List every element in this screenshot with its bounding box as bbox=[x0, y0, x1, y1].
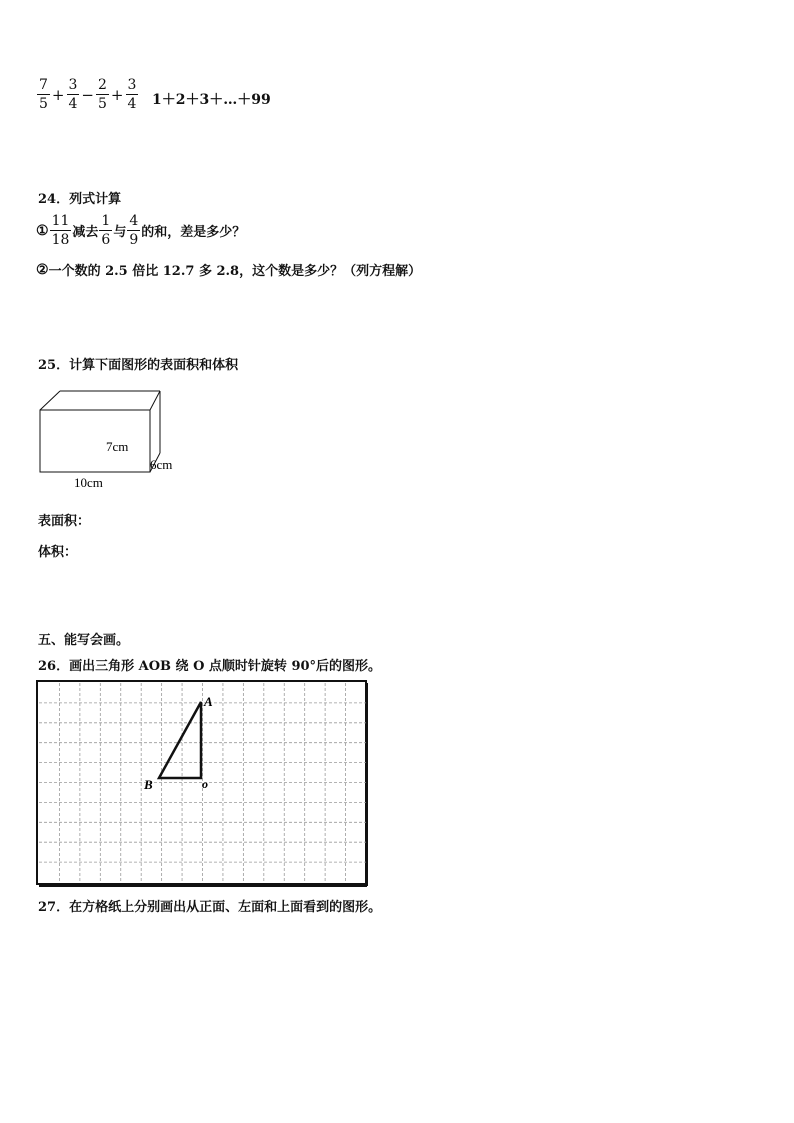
point-o-label: o bbox=[202, 777, 208, 791]
fraction-11-18: $\frac{11}{18}$ bbox=[51, 213, 70, 248]
fraction-4-9: $\frac{4}{9}$ bbox=[129, 213, 139, 248]
fraction-3-4: $\frac{3}{4}$ bbox=[68, 77, 78, 112]
operator: − bbox=[81, 85, 94, 104]
circled-number-2: ② bbox=[36, 261, 49, 278]
point-b-label: B bbox=[144, 777, 153, 792]
surface-area-label: 表面积： bbox=[38, 514, 91, 529]
depth-label: 6cm bbox=[150, 457, 173, 472]
operator: + bbox=[110, 85, 124, 104]
fraction-2-5: $\frac{2}{5}$ bbox=[98, 77, 107, 112]
fraction-3-4-b: $\frac{3}{4}$ bbox=[127, 77, 137, 112]
height-label: 7cm bbox=[106, 439, 129, 454]
operator: + bbox=[51, 85, 65, 104]
volume-label: 体积： bbox=[38, 545, 78, 560]
expression-sum-1-to-99: 1＋2＋3＋…＋99 bbox=[152, 92, 271, 108]
q25-title: 25．计算下面图形的表面积和体积 bbox=[38, 358, 239, 373]
rotation-grid bbox=[36, 680, 370, 888]
fraction-7-5: $\frac{7}{5}$ bbox=[39, 77, 48, 112]
fraction-1-6: $\frac{1}{6}$ bbox=[101, 213, 111, 248]
point-a-label: A bbox=[204, 694, 213, 709]
q27-title: 27．在方格纸上分别画出从正面、左面和上面看到的图形。 bbox=[38, 900, 382, 915]
cuboid-figure bbox=[30, 385, 190, 495]
length-label: 10cm bbox=[74, 475, 103, 490]
section-5-title: 五、能写会画。 bbox=[38, 633, 130, 648]
q24-part1: ① $\frac{11}{18}$ 减去 $\frac{1}{6}$ 与 $\frac{4}{9}$ 的和，差是多少？ bbox=[36, 213, 246, 248]
circled-number-1: ① bbox=[36, 222, 49, 239]
q24-part2: ② 一个数的 2.5 倍比 12.7 多 2.8，这个数是多少？（列方程解） bbox=[36, 261, 422, 279]
expression-fraction-sum bbox=[36, 78, 139, 111]
q26-title: 26．画出三角形 AOB 绕 O 点顺时针旋转 90°后的图形。 bbox=[38, 659, 382, 674]
q24-title: 24．列式计算 bbox=[38, 192, 122, 207]
